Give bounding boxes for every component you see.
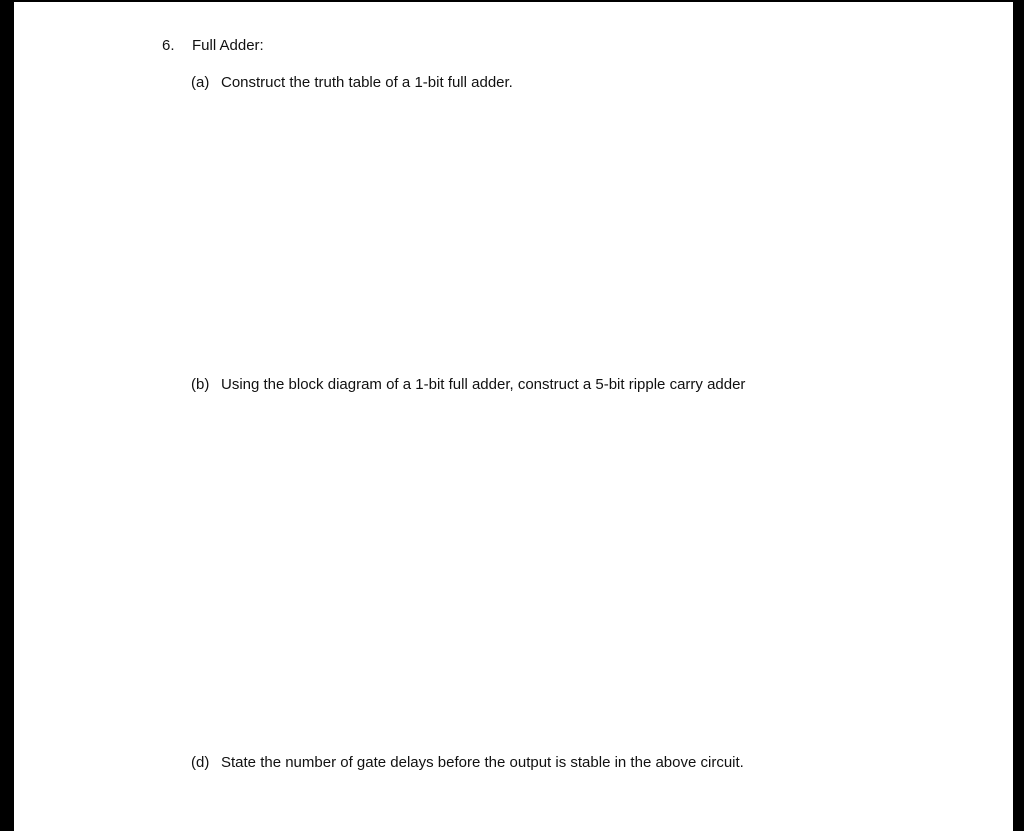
part-b-label: (b) [191, 376, 210, 393]
part-b-answer-space [191, 402, 971, 732]
part-d-label: (d) [191, 754, 210, 771]
part-d-prompt: State the number of gate delays before the output is stable in the above circuit. [221, 754, 744, 771]
worksheet-page [14, 2, 1013, 831]
question-number: 6. [162, 37, 175, 54]
part-b-prompt: Using the block diagram of a 1-bit full adder, construct a 5-bit ripple carry adder [221, 376, 746, 393]
part-a-label: (a) [191, 74, 210, 91]
part-a-answer-space [191, 100, 971, 360]
part-a-prompt: Construct the truth table of a 1-bit full adder. [221, 74, 513, 91]
question-title: Full Adder: [192, 37, 264, 54]
